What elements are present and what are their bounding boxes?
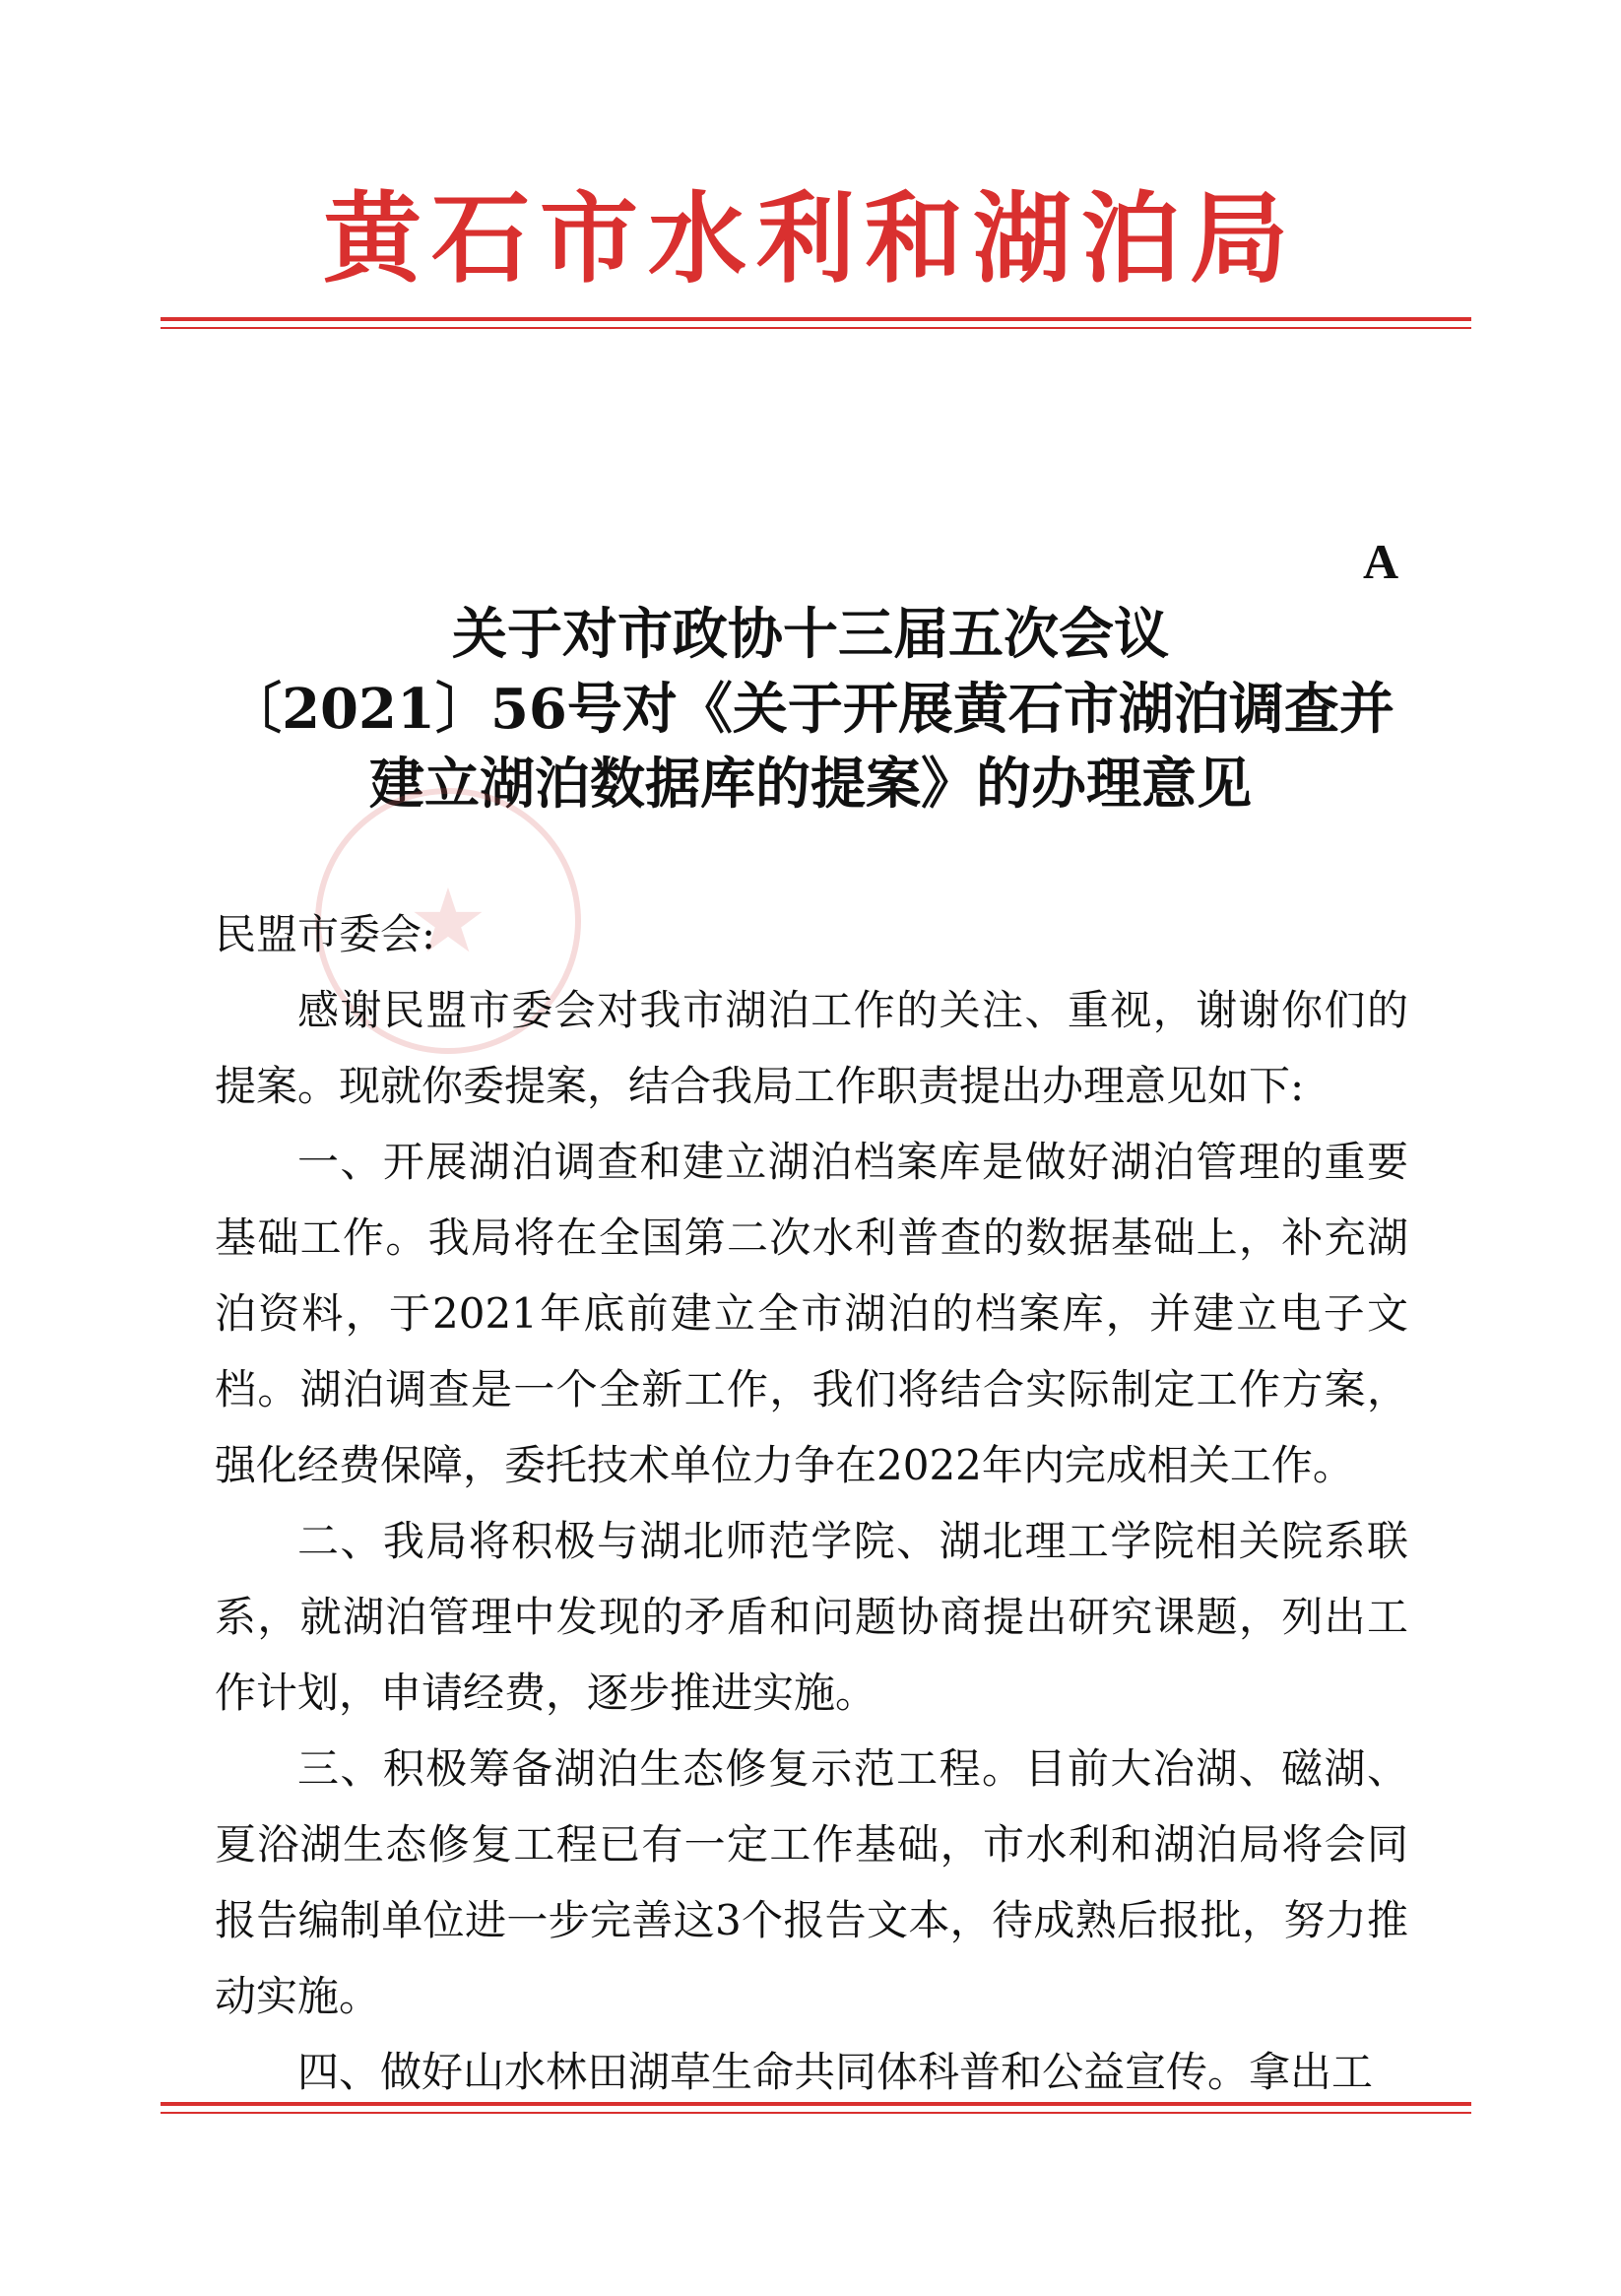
salutation: 民盟市委会: (215, 910, 436, 958)
paragraph-point-2: 二、我局将积极与湖北师范学院、湖北理工学院相关院系联系，就湖泊管理中发现的矛盾和问题协商提出研究课题，列出工作计划，申请经费，逐步推进实施。 (215, 1517, 1408, 1717)
document-body (215, 896, 1408, 2110)
paragraph-intro: 感谢民盟市委会对我市湖泊工作的关注、重视，谢谢你们的提案。现就你委提案，结合我局工作职责提出办理意见如下: (215, 986, 1408, 1110)
letterhead-rule-thin (161, 327, 1471, 329)
document-grade: A (1363, 534, 1399, 589)
paragraph-point-1: 一、开展湖泊调查和建立湖泊档案库是做好湖泊管理的重要基础工作。我局将在全国第二次水利普查的数据基础上，补充湖泊资料，于2021年底前建立全市湖泊的档案库，并建立电子文档。湖泊调查是一个全新工作，我们将结合实际制定工作方案，强化经费保障，委托技术单位力争在2022年内完成相关工作。 (215, 1138, 1408, 1489)
paragraph-point-3: 三、积极筹备湖泊生态修复示范工程。目前大冶湖、磁湖、夏浴湖生态修复工程已有一定工作基础，市水利和湖泊局将会同报告编制单位进一步完善这3个报告文本，待成熟后报批，努力推动实施。 (215, 1744, 1408, 2020)
document-title (0, 597, 1621, 821)
footer-rule-thick (161, 2102, 1471, 2106)
letterhead-title: 黄石市水利和湖泊局 (323, 180, 1298, 296)
letterhead-rule-thick (161, 317, 1471, 321)
title-line-1: 关于对市政协十三届五次会议 (452, 602, 1169, 667)
seal-star-icon: ★ (408, 869, 488, 973)
title-line-2: 〔2021〕56号对《关于开展黄石市湖泊调查并 (227, 677, 1394, 742)
footer-rule-thin (161, 2112, 1471, 2114)
paragraph-point-4: 四、做好山水林田湖草生命共同体科普和公益宣传。拿出工 (297, 2048, 1374, 2096)
title-line-3: 建立湖泊数据库的提案》的办理意见 (369, 752, 1252, 817)
